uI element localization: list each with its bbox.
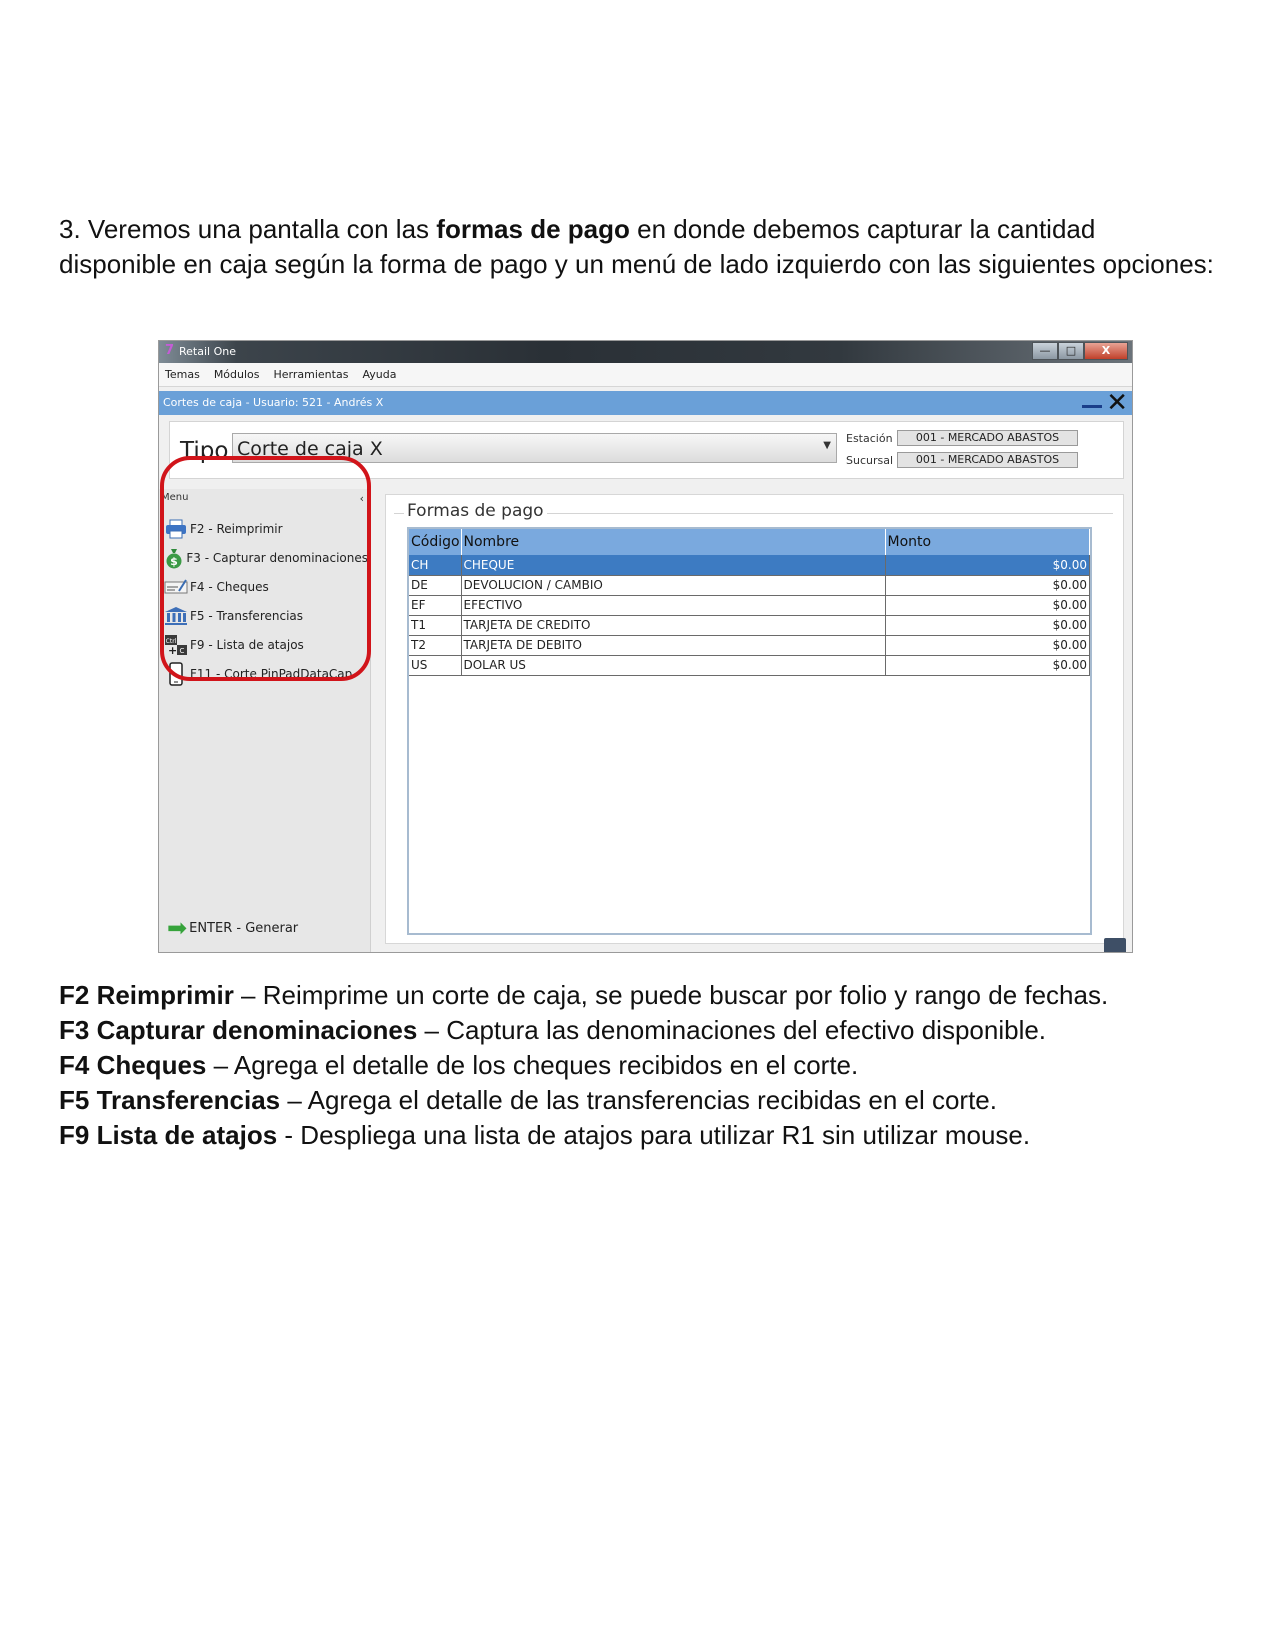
arrow-right-icon: ➡ bbox=[167, 914, 188, 942]
menu-temas[interactable]: Temas bbox=[165, 368, 200, 381]
sidebar-item-label: F5 - Transferencias bbox=[190, 609, 304, 623]
cell-codigo: CH bbox=[409, 555, 461, 575]
description-f5 bbox=[59, 1083, 1229, 1118]
group-title: Formas de pago bbox=[404, 501, 547, 521]
formas-pago-table bbox=[409, 529, 1090, 676]
window-titlebar bbox=[159, 341, 1132, 363]
table-row[interactable] bbox=[409, 615, 1090, 635]
svg-text:$: $ bbox=[170, 555, 178, 568]
form-subtitle: Cortes de caja - Usuario: 521 - Andrés X bbox=[163, 396, 384, 409]
column-header-nombre[interactable]: Nombre bbox=[461, 529, 885, 555]
intro-paragraph bbox=[59, 212, 1219, 282]
cell-nombre: EFECTIVO bbox=[461, 595, 885, 615]
intro-text-2: en donde debemos capturar la cantidad disponible en caja según la forma de pago y un menú de lado izquierdo con las siguientes opciones: bbox=[59, 214, 1214, 279]
side-menu bbox=[159, 489, 371, 953]
table-row[interactable] bbox=[409, 555, 1090, 575]
column-header-codigo[interactable]: Código bbox=[409, 529, 461, 555]
description-text: – Captura las denominaciones del efectivo disponible. bbox=[417, 1015, 1047, 1045]
table-row[interactable] bbox=[409, 595, 1090, 615]
sucursal-field: 001 - MERCADO ABASTOS bbox=[897, 452, 1078, 468]
form-minimize-button[interactable] bbox=[1082, 405, 1102, 408]
sidebar-item-label: F4 - Cheques bbox=[190, 580, 269, 594]
chevron-down-icon: ▼ bbox=[823, 440, 831, 451]
description-text: - Despliega una lista de atajos para utilizar R1 sin utilizar mouse. bbox=[277, 1120, 1031, 1150]
intro-bold: formas de pago bbox=[436, 214, 630, 244]
menu-bar bbox=[159, 363, 1132, 387]
description-title: F2 Reimprimir bbox=[59, 980, 234, 1010]
menu-ayuda[interactable]: Ayuda bbox=[362, 368, 397, 381]
svg-text:+: + bbox=[168, 644, 178, 656]
highlight-ring bbox=[160, 456, 371, 681]
cell-codigo: T2 bbox=[409, 635, 461, 655]
cell-nombre: TARJETA DE CREDITO bbox=[461, 615, 885, 635]
description-f9 bbox=[59, 1118, 1229, 1153]
option-descriptions bbox=[59, 978, 1229, 1153]
description-f4 bbox=[59, 1048, 1229, 1083]
estacion-field: 001 - MERCADO ABASTOS bbox=[897, 430, 1078, 446]
description-f3 bbox=[59, 1013, 1229, 1048]
cell-monto[interactable]: $0.00 bbox=[885, 595, 1090, 615]
minimize-button[interactable]: — bbox=[1032, 342, 1058, 360]
description-title: F9 Lista de atajos bbox=[59, 1120, 278, 1150]
cell-codigo: T1 bbox=[409, 615, 461, 635]
cell-nombre: DOLAR US bbox=[461, 655, 885, 675]
cell-monto[interactable]: $0.00 bbox=[885, 615, 1090, 635]
app-logo-icon: 7 bbox=[165, 343, 175, 358]
description-f2 bbox=[59, 978, 1229, 1013]
close-button[interactable]: X bbox=[1084, 342, 1128, 360]
description-text: – Agrega el detalle de las transferencias recibidas en el corte. bbox=[280, 1085, 997, 1115]
cell-monto[interactable]: $0.00 bbox=[885, 555, 1090, 575]
svg-text:Ctrl: Ctrl bbox=[165, 638, 177, 645]
cell-nombre: DEVOLUCION / CAMBIO bbox=[461, 575, 885, 595]
form-header bbox=[159, 388, 1132, 418]
menu-herramientas[interactable]: Herramientas bbox=[273, 368, 349, 381]
sucursal-label: Sucursal bbox=[846, 454, 894, 467]
sidebar-item-label: F9 - Lista de atajos bbox=[190, 638, 304, 652]
sidebar-item-label: F11 - Corte PinPadDataCap bbox=[190, 667, 353, 681]
formas-pago-grid bbox=[407, 527, 1092, 935]
sidebar-item-label: F3 - Capturar denominaciones bbox=[186, 551, 368, 565]
cell-nombre: TARJETA DE DEBITO bbox=[461, 635, 885, 655]
column-header-monto[interactable]: Monto bbox=[885, 529, 1090, 555]
table-header-row bbox=[409, 529, 1090, 555]
side-menu-title: Menu bbox=[161, 492, 189, 503]
maximize-button[interactable]: □ bbox=[1058, 342, 1084, 360]
description-text: – Agrega el detalle de los cheques recibidos en el corte. bbox=[206, 1050, 859, 1080]
form-close-button[interactable]: ✕ bbox=[1106, 388, 1128, 418]
cell-codigo: DE bbox=[409, 575, 461, 595]
intro-number: 3. bbox=[59, 214, 81, 244]
sidebar-item-label: F2 - Reimprimir bbox=[190, 522, 283, 536]
tipo-select-value: Corte de caja X bbox=[237, 438, 383, 460]
app-screenshot bbox=[158, 340, 1133, 953]
cell-monto[interactable]: $0.00 bbox=[885, 575, 1090, 595]
collapse-chevron-icon[interactable]: ‹ bbox=[359, 492, 364, 505]
cell-monto[interactable]: $0.00 bbox=[885, 635, 1090, 655]
tipo-label: Tipo bbox=[180, 438, 229, 464]
description-text: – Reimprime un corte de caja, se puede buscar por folio y rango de fechas. bbox=[233, 980, 1109, 1010]
svg-text:C: C bbox=[179, 647, 185, 655]
resize-grip-icon bbox=[1104, 938, 1126, 952]
cell-monto[interactable]: $0.00 bbox=[885, 655, 1090, 675]
table-row[interactable] bbox=[409, 655, 1090, 675]
table-row[interactable] bbox=[409, 575, 1090, 595]
cell-codigo: EF bbox=[409, 595, 461, 615]
intro-text-1: Veremos una pantalla con las bbox=[87, 214, 430, 244]
formas-pago-panel bbox=[385, 494, 1124, 944]
cell-nombre: CHEQUE bbox=[461, 555, 885, 575]
window-title: Retail One bbox=[179, 345, 236, 358]
menu-modulos[interactable]: Módulos bbox=[213, 368, 260, 381]
enter-generar-button[interactable] bbox=[167, 916, 298, 940]
cell-codigo: US bbox=[409, 655, 461, 675]
enter-generar-label: ENTER - Generar bbox=[189, 920, 299, 936]
estacion-label: Estación bbox=[846, 432, 893, 445]
description-title: F4 Cheques bbox=[59, 1050, 207, 1080]
window-controls bbox=[1032, 342, 1128, 360]
description-title: F5 Transferencias bbox=[59, 1085, 281, 1115]
description-title: F3 Capturar denominaciones bbox=[59, 1015, 418, 1045]
table-row[interactable] bbox=[409, 635, 1090, 655]
